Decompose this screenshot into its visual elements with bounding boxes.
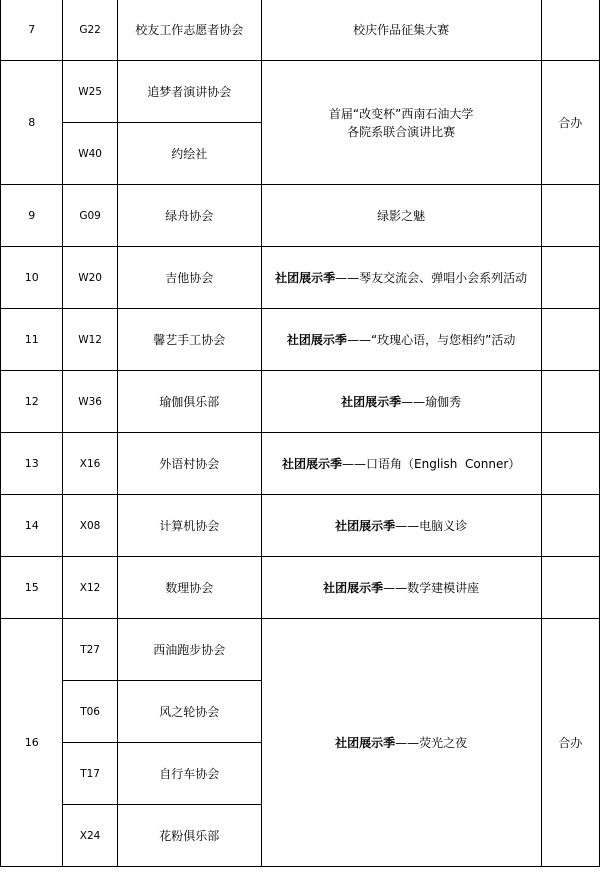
activity-name: 绿影之魅: [261, 185, 541, 247]
table-row: [1, 433, 600, 495]
club-code: X12: [63, 557, 117, 619]
row-number: 12: [1, 371, 63, 433]
club-code: X16: [63, 433, 117, 495]
activity-name: [261, 495, 541, 557]
club-name: 追梦者演讲协会: [117, 61, 261, 123]
season-label: 社团展示季: [323, 580, 384, 595]
activity-name: [261, 557, 541, 619]
table-row: [1, 185, 600, 247]
activity-line-2: 各院系联合演讲比赛: [347, 124, 456, 139]
table-row: [1, 0, 600, 61]
club-code: W40: [63, 123, 117, 185]
row-number: 7: [1, 0, 63, 61]
club-name: 馨艺手工协会: [117, 309, 261, 371]
table-row: [1, 371, 600, 433]
club-name: 自行车协会: [117, 743, 261, 805]
note: [541, 185, 599, 247]
club-code: X24: [63, 805, 117, 867]
club-code: T17: [63, 743, 117, 805]
club-name: 校友工作志愿者协会: [117, 0, 261, 61]
club-name: 计算机协会: [117, 495, 261, 557]
row-number: 13: [1, 433, 63, 495]
club-code: T27: [63, 619, 117, 681]
note: [541, 433, 599, 495]
club-code: W20: [63, 247, 117, 309]
table-row: [1, 619, 600, 681]
club-name: 风之轮协会: [117, 681, 261, 743]
note: [541, 495, 599, 557]
season-label: 社团展示季: [282, 456, 343, 471]
activity-detail: ——口语角（English Conner）: [342, 456, 521, 471]
activity-name: [261, 433, 541, 495]
club-code: G09: [63, 185, 117, 247]
activity-detail: ——数学建模讲座: [383, 580, 480, 595]
row-number: 16: [1, 619, 63, 867]
club-name: 瑜伽俱乐部: [117, 371, 261, 433]
club-name: 外语村协会: [117, 433, 261, 495]
note: [541, 0, 599, 61]
activity-name: [261, 619, 541, 867]
row-number: 11: [1, 309, 63, 371]
activity-detail: ——“玫瑰心语，与您相约”活动: [346, 332, 516, 347]
activity-detail: ——瑜伽秀: [401, 394, 462, 409]
club-code: T06: [63, 681, 117, 743]
note: [541, 371, 599, 433]
season-label: 社团展示季: [341, 394, 402, 409]
table-row: [1, 309, 600, 371]
note: 合办: [541, 619, 599, 867]
club-code: X08: [63, 495, 117, 557]
activity-detail: ——琴友交流会、弹唱小会系列活动: [335, 270, 528, 285]
activity-name: [261, 309, 541, 371]
row-number: 8: [1, 61, 63, 185]
club-name: 绿舟协会: [117, 185, 261, 247]
note: [541, 309, 599, 371]
club-code: G22: [63, 0, 117, 61]
club-name: 数理协会: [117, 557, 261, 619]
activity-name: [261, 371, 541, 433]
club-code: W36: [63, 371, 117, 433]
club-name: 约绘社: [117, 123, 261, 185]
activity-line-1: 首届“改变杯”西南石油大学: [328, 106, 474, 121]
table-row: [1, 247, 600, 309]
activity-detail: ——电脑义诊: [395, 518, 468, 533]
row-number: 14: [1, 495, 63, 557]
table-row: [1, 495, 600, 557]
club-code: W25: [63, 61, 117, 123]
season-label: 社团展示季: [335, 735, 396, 750]
table-row: [1, 61, 600, 123]
table-row: [1, 557, 600, 619]
club-name: 西油跑步协会: [117, 619, 261, 681]
activity-detail: ——荧光之夜: [395, 735, 468, 750]
season-label: 社团展示季: [335, 518, 396, 533]
row-number: 15: [1, 557, 63, 619]
club-name: 吉他协会: [117, 247, 261, 309]
season-label: 社团展示季: [286, 332, 347, 347]
club-code: W12: [63, 309, 117, 371]
club-name: 花粉俱乐部: [117, 805, 261, 867]
activity-name: [261, 247, 541, 309]
note: [541, 557, 599, 619]
note: [541, 247, 599, 309]
activity-name: 校庆作品征集大赛: [261, 0, 541, 61]
season-label: 社团展示季: [275, 270, 336, 285]
note: 合办: [541, 61, 599, 185]
row-number: 10: [1, 247, 63, 309]
activity-name: [261, 61, 541, 185]
row-number: 9: [1, 185, 63, 247]
